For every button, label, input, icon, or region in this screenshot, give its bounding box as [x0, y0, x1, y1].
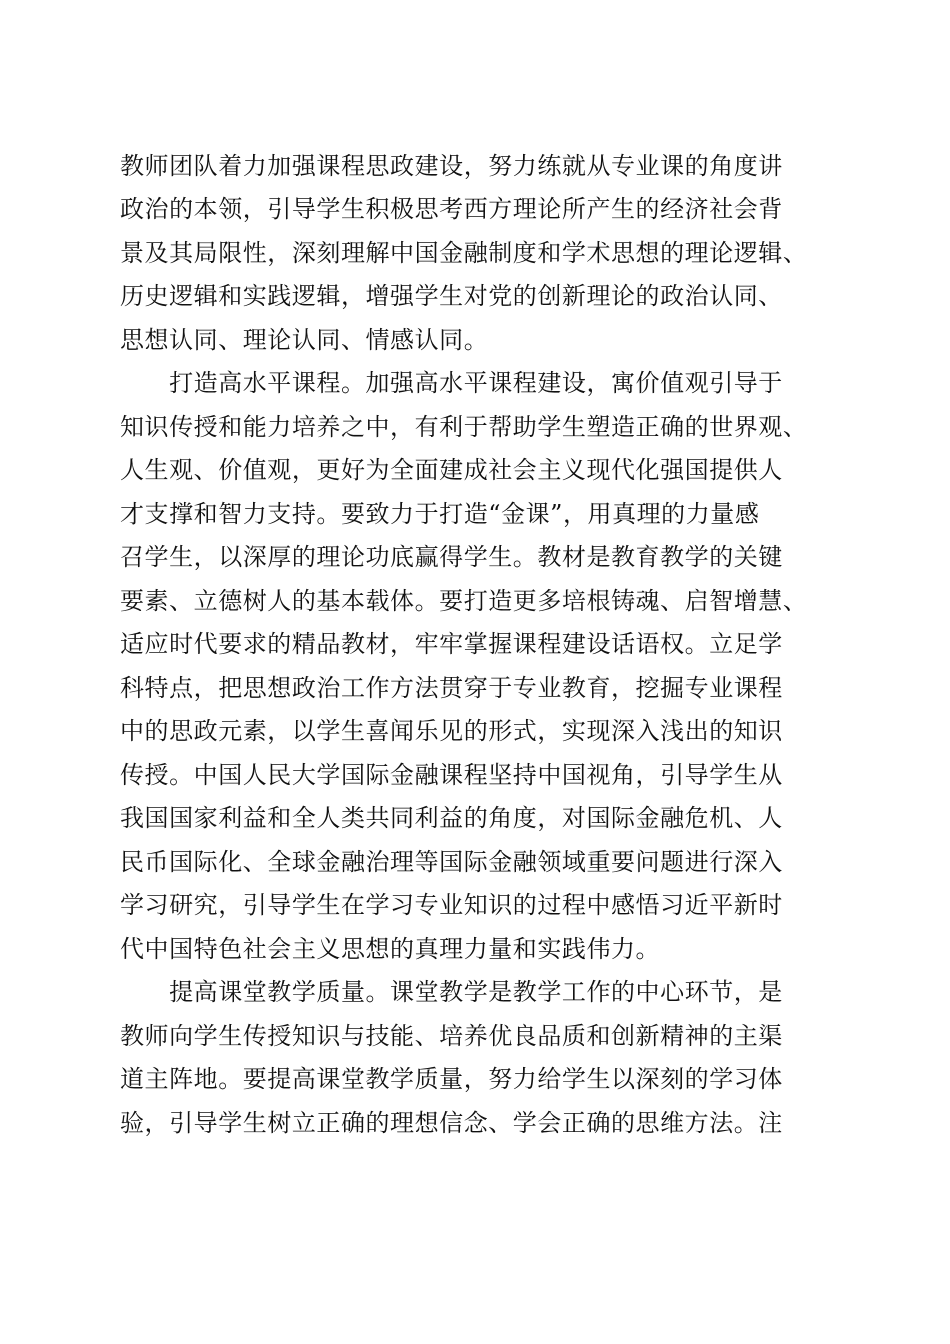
- text-line: 知识传授和能力培养之中，有利于帮助学生塑造正确的世界观、: [120, 413, 808, 441]
- text-line: 才支撑和智力支持。要致力于打造“金课”，用真理的力量感: [120, 500, 760, 528]
- text-line: 打造高水平课程。加强高水平课程建设，寓价值观引导于: [120, 369, 783, 397]
- text-line: 政治的本领，引导学生积极思考西方理论所产生的经济社会背: [120, 195, 783, 223]
- text-line: 我国国家利益和全人类共同利益的角度，对国际金融危机、人: [120, 804, 783, 832]
- text-line: 学习研究，引导学生在学习专业知识的过程中感悟习近平新时: [120, 891, 783, 919]
- text-line: 思想认同、理论认同、情感认同。: [120, 326, 489, 354]
- text-line: 要素、立德树人的基本载体。要打造更多培根铸魂、启智增慧、: [120, 587, 808, 615]
- text-line: 验，引导学生树立正确的理想信念、学会正确的思维方法。注: [120, 1109, 783, 1137]
- text-line: 科特点，把思想政治工作方法贯穿于专业教育，挖掘专业课程: [120, 674, 783, 702]
- text-line: 代中国特色社会主义思想的真理力量和实践伟力。: [120, 935, 661, 963]
- text-line: 召学生，以深厚的理论功底赢得学生。教材是教育教学的关键: [120, 543, 783, 571]
- text-line: 教师向学生传授知识与技能、培养优良品质和创新精神的主渠: [120, 1022, 783, 1050]
- text-line: 景及其局限性，深刻理解中国金融制度和学术思想的理论逻辑、: [120, 239, 808, 267]
- text-line: 传授。中国人民大学国际金融课程坚持中国视角，引导学生从: [120, 761, 783, 789]
- text-line: 提高课堂教学质量。课堂教学是教学工作的中心环节，是: [120, 978, 783, 1006]
- text-line: 民币国际化、全球金融治理等国际金融领域重要问题进行深入: [120, 848, 783, 876]
- text-line: 教师团队着力加强课程思政建设，努力练就从专业课的角度讲: [120, 152, 783, 180]
- text-line: 历史逻辑和实践逻辑，增强学生对党的创新理论的政治认同、: [120, 282, 783, 310]
- text-line: 人生观、价值观，更好为全面建成社会主义现代化强国提供人: [120, 456, 783, 484]
- text-line: 道主阵地。要提高课堂教学质量，努力给学生以深刻的学习体: [120, 1065, 783, 1093]
- text-line: 适应时代要求的精品教材，牢牢掌握课程建设话语权。立足学: [120, 630, 783, 658]
- text-line: 中的思政元素，以学生喜闻乐见的形式，实现深入浅出的知识: [120, 717, 783, 745]
